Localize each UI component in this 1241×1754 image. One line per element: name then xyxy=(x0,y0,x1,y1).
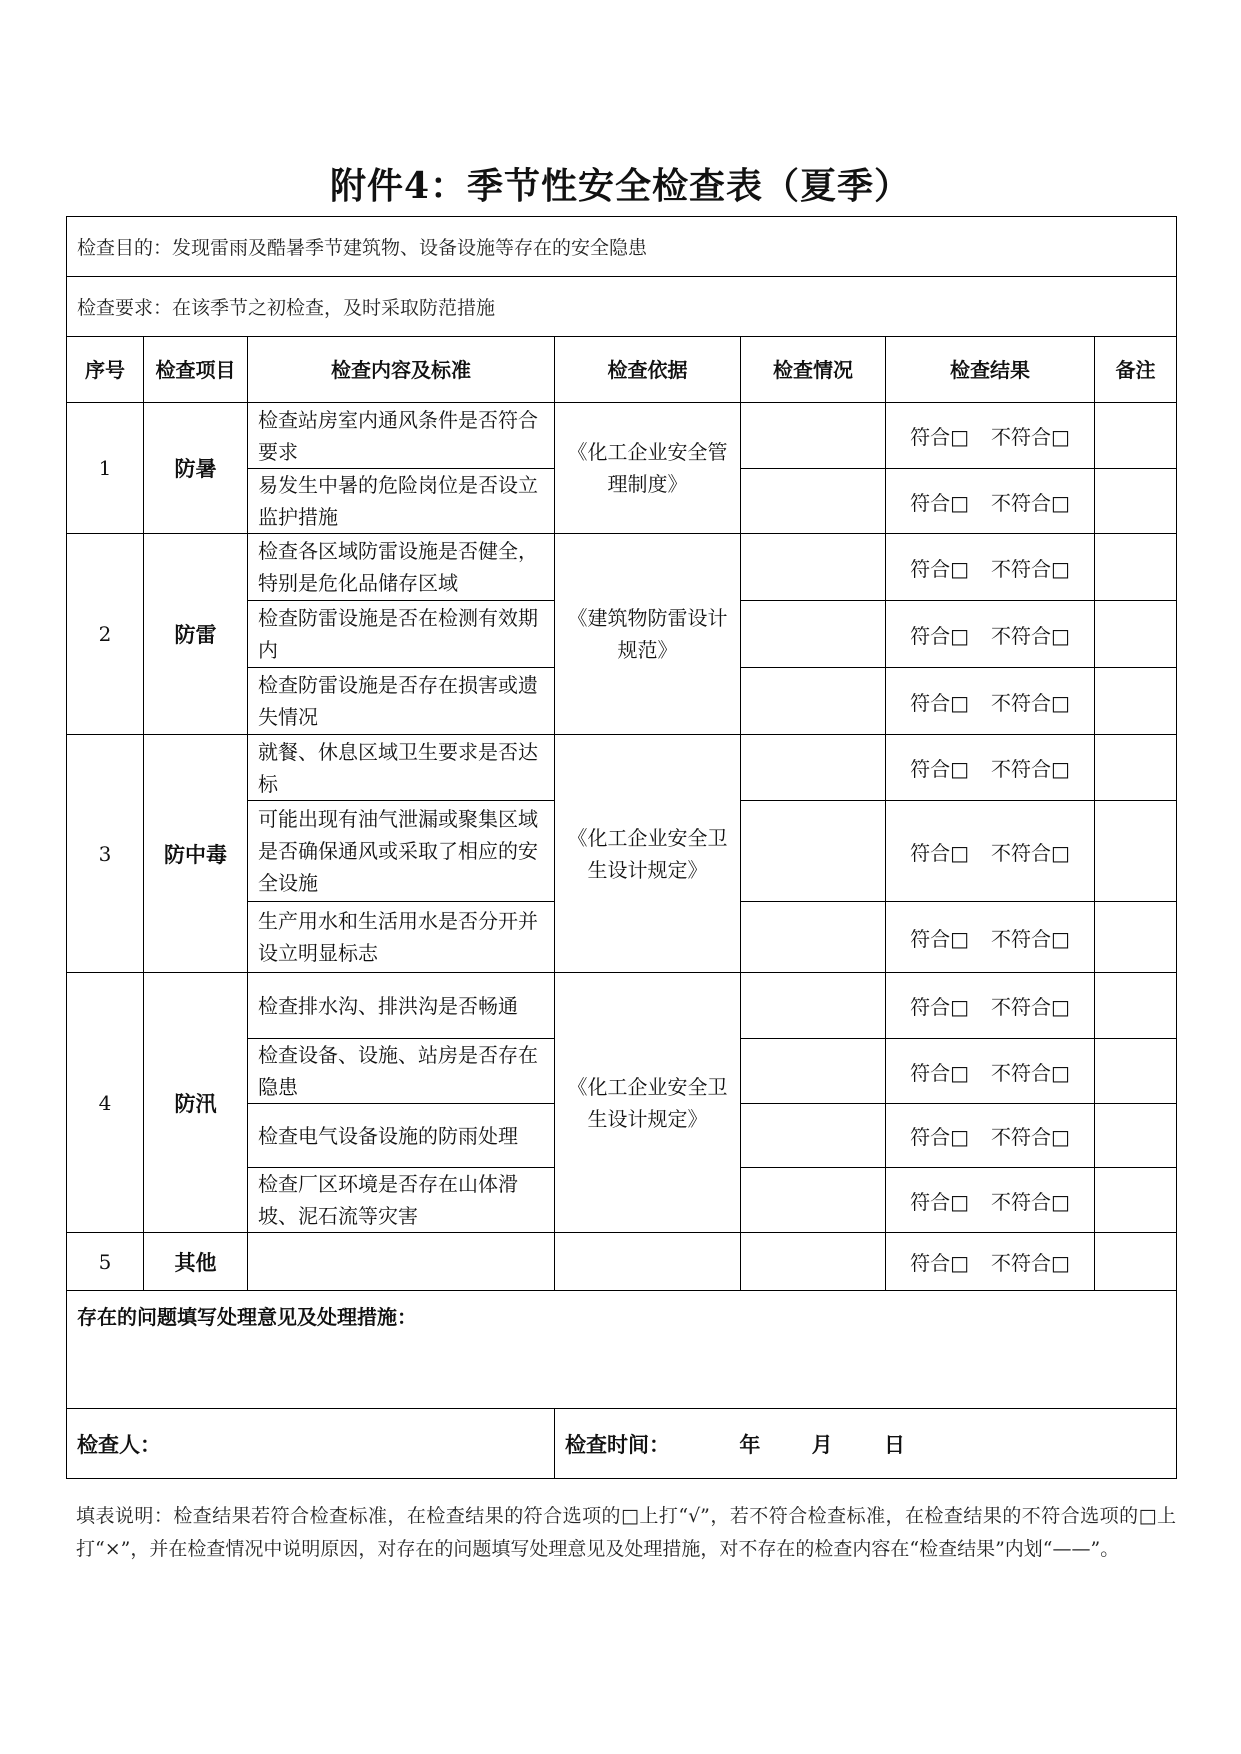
check-content: 检查电气设备设施的防雨处理 xyxy=(248,1104,555,1168)
header-no: 序号 xyxy=(67,337,144,403)
result-pass-checkbox[interactable]: 符合□ xyxy=(910,490,969,515)
result-fail-checkbox[interactable]: 不符合□ xyxy=(991,1125,1070,1149)
result-fail-checkbox[interactable]: 不符合□ xyxy=(991,840,1070,865)
result-pass-checkbox[interactable]: 符合□ xyxy=(910,926,969,951)
result-fail-checkbox[interactable]: 不符合□ xyxy=(991,556,1070,581)
check-result-cell xyxy=(886,1233,1095,1291)
result-fail-checkbox[interactable]: 不符合□ xyxy=(991,425,1070,449)
day-label: 日 xyxy=(883,1431,905,1457)
check-content: 检查各区域防雷设施是否健全，特别是危化品储存区域 xyxy=(248,534,555,601)
item-category: 防雷 xyxy=(144,534,248,735)
result-fail-checkbox[interactable]: 不符合□ xyxy=(991,995,1070,1019)
item-number: 4 xyxy=(67,973,144,1233)
header-result: 检查结果 xyxy=(886,337,1095,403)
table-row xyxy=(67,735,1177,801)
result-pass-checkbox[interactable]: 符合□ xyxy=(910,757,969,781)
table-row xyxy=(67,973,1177,1039)
check-situation-cell[interactable] xyxy=(741,668,886,735)
check-content: 检查设备、设施、站房是否存在隐患 xyxy=(248,1039,555,1104)
check-content xyxy=(248,1233,555,1291)
item-category: 防中毒 xyxy=(144,735,248,973)
check-result-cell xyxy=(886,902,1095,973)
remark-cell[interactable] xyxy=(1095,601,1177,668)
check-content: 就餐、休息区域卫生要求是否达标 xyxy=(248,735,555,801)
result-fail-checkbox[interactable]: 不符合□ xyxy=(991,1060,1070,1085)
check-result-cell xyxy=(886,469,1095,534)
check-situation-cell[interactable] xyxy=(741,973,886,1039)
remark-cell[interactable] xyxy=(1095,469,1177,534)
result-pass-checkbox[interactable]: 符合□ xyxy=(910,840,969,865)
check-basis xyxy=(555,1233,741,1291)
item-category: 其他 xyxy=(144,1233,248,1291)
check-situation-cell[interactable] xyxy=(741,1168,886,1233)
check-situation-cell[interactable] xyxy=(741,1233,886,1291)
item-category: 防暑 xyxy=(144,403,248,534)
result-pass-checkbox[interactable]: 符合□ xyxy=(910,1189,969,1214)
inspector-field[interactable] xyxy=(67,1409,555,1479)
check-result-cell xyxy=(886,1168,1095,1233)
result-pass-checkbox[interactable]: 符合□ xyxy=(910,623,969,648)
remark-cell[interactable] xyxy=(1095,668,1177,735)
check-basis: 《化工企业安全卫生设计规定》 xyxy=(555,973,741,1233)
inspector-label: 检查人： xyxy=(77,1431,161,1457)
item-number: 5 xyxy=(67,1233,144,1291)
table-row xyxy=(67,1233,1177,1291)
item-number: 1 xyxy=(67,403,144,534)
result-fail-checkbox[interactable]: 不符合□ xyxy=(991,690,1070,715)
result-fail-checkbox[interactable]: 不符合□ xyxy=(991,1189,1070,1214)
check-situation-cell[interactable] xyxy=(741,403,886,469)
check-content: 生产用水和生活用水是否分开并设立明显标志 xyxy=(248,902,555,973)
header-basis: 检查依据 xyxy=(555,337,741,403)
check-situation-cell[interactable] xyxy=(741,469,886,534)
check-situation-cell[interactable] xyxy=(741,735,886,801)
check-situation-cell[interactable] xyxy=(741,1104,886,1168)
check-result-cell xyxy=(886,1039,1095,1104)
check-situation-cell[interactable] xyxy=(741,601,886,668)
item-category: 防汛 xyxy=(144,973,248,1233)
check-content: 检查站房室内通风条件是否符合要求 xyxy=(248,403,555,469)
remark-cell[interactable] xyxy=(1095,973,1177,1039)
result-pass-checkbox[interactable]: 符合□ xyxy=(910,1125,969,1149)
check-result-cell xyxy=(886,801,1095,902)
problems-label: 存在的问题填写处理意见及处理措施： xyxy=(77,1305,417,1329)
fill-instructions: 填表说明：检查结果若符合检查标准，在检查结果的符合选项的□上打“√”，若不符合检查标准，在检查结果的不符合选项的□上打“×”，并在检查情况中说明原因，对存在的问题填写处理意见及处理措施，对不存在的检查内容在“检查结果”内划“——”。 xyxy=(76,1505,1176,1560)
check-result-cell xyxy=(886,403,1095,469)
remark-cell[interactable] xyxy=(1095,1039,1177,1104)
inspection-table xyxy=(66,216,1177,1479)
result-pass-checkbox[interactable]: 符合□ xyxy=(910,690,969,715)
check-result-cell xyxy=(886,1104,1095,1168)
document-title: 附件4：季节性安全检查表（夏季） xyxy=(329,165,912,207)
month-label: 月 xyxy=(811,1431,833,1457)
check-result-cell xyxy=(886,735,1095,801)
item-number: 2 xyxy=(67,534,144,735)
check-content: 检查厂区环境是否存在山体滑坡、泥石流等灾害 xyxy=(248,1168,555,1233)
check-situation-cell[interactable] xyxy=(741,902,886,973)
inspection-time-field[interactable] xyxy=(555,1409,1177,1479)
check-result-cell xyxy=(886,668,1095,735)
result-pass-checkbox[interactable]: 符合□ xyxy=(910,425,969,449)
table-header-row xyxy=(67,337,1177,403)
result-pass-checkbox[interactable]: 符合□ xyxy=(910,1060,969,1085)
remark-cell[interactable] xyxy=(1095,1104,1177,1168)
inspection-purpose: 检查目的：发现雷雨及酷暑季节建筑物、设备设施等存在的安全隐患 xyxy=(67,217,1177,277)
check-content: 易发生中暑的危险岗位是否设立监护措施 xyxy=(248,469,555,534)
check-content: 检查防雷设施是否在检测有效期内 xyxy=(248,601,555,668)
header-content: 检查内容及标准 xyxy=(248,337,555,403)
item-number: 3 xyxy=(67,735,144,973)
remark-cell[interactable] xyxy=(1095,534,1177,601)
check-result-cell xyxy=(886,601,1095,668)
remark-cell[interactable] xyxy=(1095,1233,1177,1291)
result-fail-checkbox[interactable]: 不符合□ xyxy=(991,926,1070,951)
check-basis: 《建筑物防雷设计规范》 xyxy=(555,534,741,735)
remark-cell[interactable] xyxy=(1095,735,1177,801)
table-row xyxy=(67,534,1177,601)
remark-cell[interactable] xyxy=(1095,902,1177,973)
result-fail-checkbox[interactable]: 不符合□ xyxy=(991,757,1070,781)
header-situation: 检查情况 xyxy=(741,337,886,403)
year-label: 年 xyxy=(739,1431,761,1457)
result-fail-checkbox[interactable]: 不符合□ xyxy=(991,490,1070,515)
check-content: 检查排水沟、排洪沟是否畅通 xyxy=(248,973,555,1039)
check-basis: 《化工企业安全卫生设计规定》 xyxy=(555,735,741,973)
check-result-cell xyxy=(886,973,1095,1039)
check-result-cell xyxy=(886,534,1095,601)
problems-field[interactable] xyxy=(67,1291,1177,1409)
result-pass-checkbox[interactable]: 符合□ xyxy=(910,995,969,1019)
result-fail-checkbox[interactable]: 不符合□ xyxy=(991,623,1070,648)
header-item: 检查项目 xyxy=(144,337,248,403)
result-pass-checkbox[interactable]: 符合□ xyxy=(910,556,969,581)
inspection-requirement: 检查要求：在该季节之初检查，及时采取防范措施 xyxy=(67,277,1177,337)
check-situation-cell[interactable] xyxy=(741,1039,886,1104)
check-situation-cell[interactable] xyxy=(741,534,886,601)
check-content: 可能出现有油气泄漏或聚集区域是否确保通风或采取了相应的安全设施 xyxy=(248,801,555,902)
remark-cell[interactable] xyxy=(1095,801,1177,902)
check-basis: 《化工企业安全管理制度》 xyxy=(555,403,741,534)
header-remark: 备注 xyxy=(1095,337,1177,403)
inspection-time-label: 检查时间： xyxy=(565,1431,670,1457)
result-fail-checkbox[interactable]: 不符合□ xyxy=(991,1251,1070,1275)
check-content: 检查防雷设施是否存在损害或遗失情况 xyxy=(248,668,555,735)
remark-cell[interactable] xyxy=(1095,1168,1177,1233)
table-row xyxy=(67,403,1177,469)
result-pass-checkbox[interactable]: 符合□ xyxy=(910,1251,969,1275)
remark-cell[interactable] xyxy=(1095,403,1177,469)
check-situation-cell[interactable] xyxy=(741,801,886,902)
